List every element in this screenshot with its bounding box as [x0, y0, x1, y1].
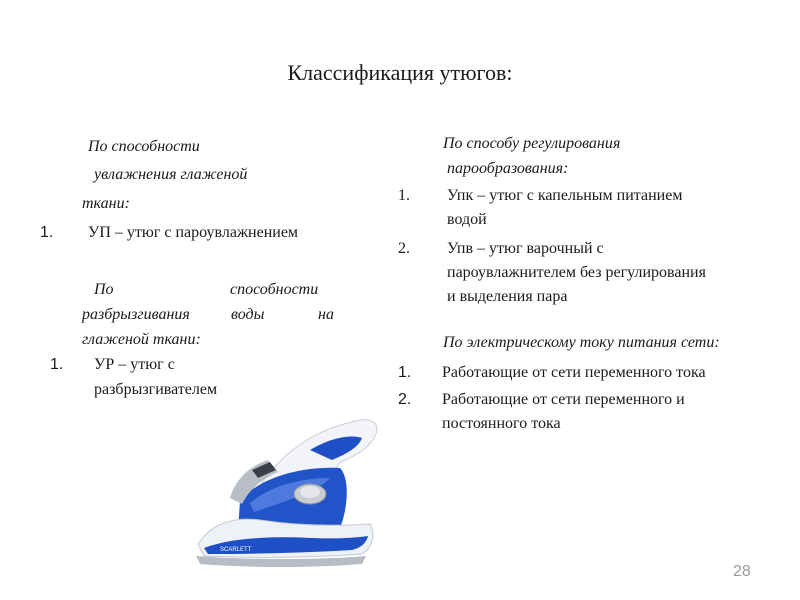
page-number: 28 — [733, 563, 751, 580]
left-group2-heading-razbryzgivaniya: разбрызгивания — [82, 306, 190, 323]
left-group1-heading-line2: увлажнения глаженой — [94, 166, 248, 183]
left-group1-item-text: УП – утюг с пароувлажнением — [88, 224, 299, 241]
right-group1-item2-number: 2. — [398, 240, 410, 257]
right-group2-item2-number: 2. — [398, 391, 412, 408]
right-group1-heading-line1: По способу регулирования — [443, 135, 621, 152]
left-group2-heading-line3: глаженой ткани: — [82, 331, 201, 348]
left-group1-heading-line3: ткани: — [82, 195, 130, 212]
right-group2-item2-line2: постоянного тока — [442, 415, 561, 432]
left-group2-item-number: 1. — [50, 356, 64, 373]
right-group1-heading-line2: парообразования: — [447, 160, 569, 177]
left-group2-heading-na: на — [318, 306, 334, 323]
left-group1-item-number: 1. — [40, 224, 54, 241]
right-group2-item2-line1: Работающие от сети переменного и — [442, 391, 685, 408]
right-group2-item1-number: 1. — [398, 364, 412, 381]
iron-brand-label: SCARLETT — [220, 547, 252, 553]
right-group1-item2-line2: пароувлажнителем без регулирования — [447, 264, 706, 281]
right-group2-item1-line1: Работающие от сети переменного тока — [442, 364, 706, 381]
right-group1-item1-line1: Упк – утюг с капельным питанием — [447, 187, 683, 204]
right-group1-item2-line3: и выделения пара — [447, 288, 568, 305]
right-group1-item1-line2: водой — [447, 211, 487, 228]
right-group1-item1-number: 1. — [398, 187, 410, 204]
steam-iron-image — [190, 408, 390, 580]
slide-title: Классификация утюгов: — [287, 60, 513, 85]
left-group1-heading-line1: По способности — [88, 138, 200, 155]
left-group2-heading-po: По — [94, 281, 114, 298]
left-group2-heading-vody: воды — [231, 306, 265, 323]
right-group2-heading: По электрическому току питания сети: — [443, 334, 720, 351]
left-group2-heading-sposobnosti: способности — [230, 281, 319, 298]
left-group2-item-line2: разбрызгивателем — [94, 381, 218, 398]
right-group1-item2-line1: Упв – утюг варочный с — [447, 240, 604, 257]
left-group2-item-line1: УР – утюг с — [94, 356, 175, 373]
